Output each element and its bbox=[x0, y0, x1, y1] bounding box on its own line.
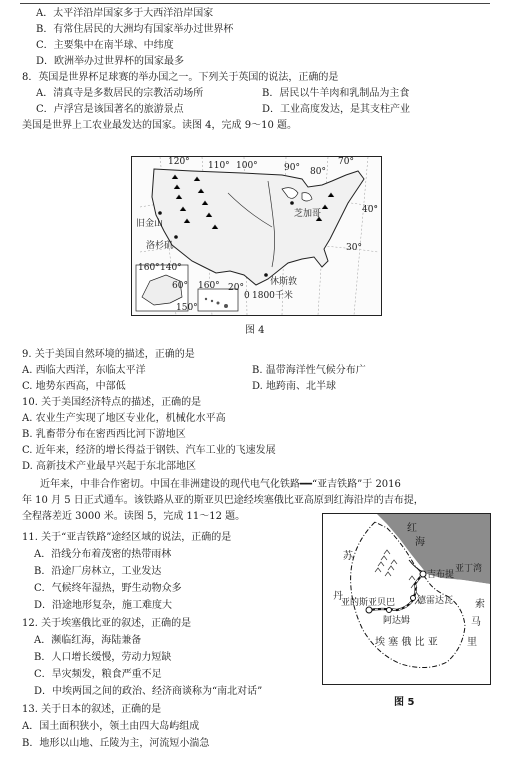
label-dan: 丹 bbox=[333, 591, 343, 602]
q8-option-b: B．居民以牛羊肉和乳制品为主食 bbox=[262, 88, 410, 99]
label-addis-ababa: 亚的斯亚贝巴 bbox=[341, 598, 396, 608]
lon-label-110: 110° bbox=[208, 161, 230, 171]
alaska-lat-60: 60° bbox=[172, 281, 188, 291]
hawaii-lon-150: 150° bbox=[176, 303, 198, 313]
label-djibouti: 吉布提 bbox=[427, 570, 455, 580]
label-houston: 休斯敦 bbox=[270, 277, 298, 287]
label-dire-dawa: 德雷达瓦 bbox=[417, 596, 454, 606]
q9-stem: 9. 关于美国自然环境的描述，正确的是 bbox=[22, 349, 195, 360]
houston-dot bbox=[264, 273, 268, 277]
q9-option-a: A. 西临大西洋，东临太平洋 bbox=[22, 365, 146, 376]
q10-option-d: D. 高新技术产业最早兴起于东北部地区 bbox=[22, 461, 197, 472]
q11-option-b: B．沿途厂房林立，工业发达 bbox=[34, 566, 162, 577]
lon-label-70: 70° bbox=[338, 157, 354, 167]
lon-label-100: 100° bbox=[236, 161, 258, 171]
q10-stem: 10. 关于美国经济特点的描述，正确的是 bbox=[22, 397, 202, 408]
lon-label-80: 80° bbox=[310, 167, 326, 177]
hawaii-lon-160: 160° bbox=[198, 281, 220, 291]
label-chicago: 芝加哥 bbox=[294, 209, 322, 219]
alaska-lon-160: 160° bbox=[138, 263, 160, 273]
label-ethiopia: 埃 塞 俄 比 亚 bbox=[375, 637, 438, 648]
q11-option-d: D．沿途地形复杂，施工难度大 bbox=[34, 600, 173, 611]
q12-option-a: A．濒临红海，海陆兼备 bbox=[34, 635, 142, 646]
san-francisco-dot bbox=[158, 211, 162, 215]
lon-label-120: 120° bbox=[168, 157, 190, 167]
lat-label-40: 40° bbox=[362, 205, 378, 215]
label-adama: 阿达姆 bbox=[383, 616, 411, 626]
los-angeles-dot bbox=[174, 235, 178, 239]
label-li: 里 bbox=[467, 637, 477, 648]
q11-option-a: A．沿线分布着茂密的热带雨林 bbox=[34, 549, 172, 560]
scale-1800km: 1800千米 bbox=[252, 291, 293, 301]
lat-label-30: 30° bbox=[346, 243, 362, 253]
q9-option-d: D. 地跨南、北半球 bbox=[252, 381, 337, 392]
q11-stem: 11. 关于“亚吉铁路”途经区域的说法，正确的是 bbox=[22, 532, 232, 543]
q12-stem: 12. 关于埃塞俄比亚的叙述，正确的是 bbox=[22, 618, 192, 629]
chicago-dot bbox=[290, 201, 294, 205]
label-gulf-of-aden: 亚丁湾 bbox=[455, 564, 483, 574]
intro-fig5-line3: 全程落差近 3000 米。读图 5，完成 11～12 题。 bbox=[22, 511, 246, 522]
q7-option-c: C．主要集中在南半球、中纬度 bbox=[36, 40, 174, 51]
top-rule bbox=[20, 3, 490, 4]
alaska-lon-140: 140° bbox=[160, 263, 182, 273]
label-los-angeles: 洛杉矶 bbox=[146, 241, 174, 251]
q12-option-d: D．中埃两国之间的政治、经济商谈称为“南北对话” bbox=[34, 686, 263, 697]
intro-fig5-line2: 年 10 月 5 日正式通车。该铁路从亚的斯亚贝巴途经埃塞俄比亚高原到红海沿岸的吉布提， bbox=[22, 495, 424, 506]
q13-option-b: B．地形以山地、丘陵为主，河流短小湍急 bbox=[22, 738, 210, 749]
q13-stem: 13. 关于日本的叙述，正确的是 bbox=[22, 704, 162, 715]
q13-option-a: A．国土面积狭小，领土由四大岛屿组成 bbox=[22, 721, 200, 732]
dire-dawa-dot bbox=[411, 596, 416, 601]
q8-option-c: C．卢浮宫是该国著名的旅游景点 bbox=[36, 104, 184, 115]
scale-zero: 0 bbox=[244, 291, 250, 301]
fig5-caption: 图 5 bbox=[394, 697, 415, 708]
label-san-francisco: 旧金山 bbox=[136, 219, 164, 229]
q8-stem: 8．英国是世界杯足球赛的举办国之一。下列关于英国的说法，正确的是 bbox=[22, 72, 339, 83]
label-suo: 索 bbox=[475, 599, 485, 610]
intro-fig4: 美国是世界上工农业最发达的国家。读图 4，完成 9～10 题。 bbox=[22, 120, 297, 131]
q12-option-c: C．旱灾频发，粮食严重不足 bbox=[34, 669, 162, 680]
q7-option-a: A．太平洋沿岸国家多于大西洋沿岸国家 bbox=[36, 8, 214, 19]
fig4-caption: 图 4 bbox=[245, 325, 265, 336]
q9-option-b: B. 温带海洋性气候分布广 bbox=[252, 365, 366, 376]
label-sea: 海 bbox=[415, 537, 425, 548]
q7-option-d: D．欧洲举办过世界杯的国家最多 bbox=[36, 56, 185, 67]
intro-fig5-line1: 近年来，中非合作密切。中国在非洲建设的现代电气化铁路━━“亚吉铁路”于 2016 bbox=[40, 479, 401, 490]
lon-label-90: 90° bbox=[284, 163, 300, 173]
q8-option-a: A．清真寺是多数居民的宗教活动场所 bbox=[36, 88, 204, 99]
q11-option-c: C．气候终年湿热，野生动物众多 bbox=[34, 583, 182, 594]
ethiopia-map-figure bbox=[322, 513, 491, 685]
djibouti-city-dot bbox=[420, 571, 426, 577]
q10-option-a: A. 农业生产实现了地区专业化，机械化水平高 bbox=[22, 413, 226, 424]
label-red: 红 bbox=[407, 523, 417, 534]
hawaii-lat-20: 20° bbox=[228, 283, 244, 293]
label-su: 苏 bbox=[343, 551, 353, 562]
usa-map-figure bbox=[131, 156, 382, 316]
label-ma: 马 bbox=[471, 617, 481, 628]
q12-option-b: B．人口增长缓慢，劳动力短缺 bbox=[34, 652, 172, 663]
q9-option-c: C. 地势东西高，中部低 bbox=[22, 381, 126, 392]
q7-option-b: B．有常住居民的大洲均有国家举办过世界杯 bbox=[36, 24, 234, 35]
q10-option-b: B. 乳畜带分布在密西西比河下游地区 bbox=[22, 429, 186, 440]
q10-option-c: C. 近年来，经济的增长得益于钢铁、汽车工业的飞速发展 bbox=[22, 445, 276, 456]
q8-option-d: D．工业高度发达，是其支柱产业 bbox=[262, 104, 411, 115]
